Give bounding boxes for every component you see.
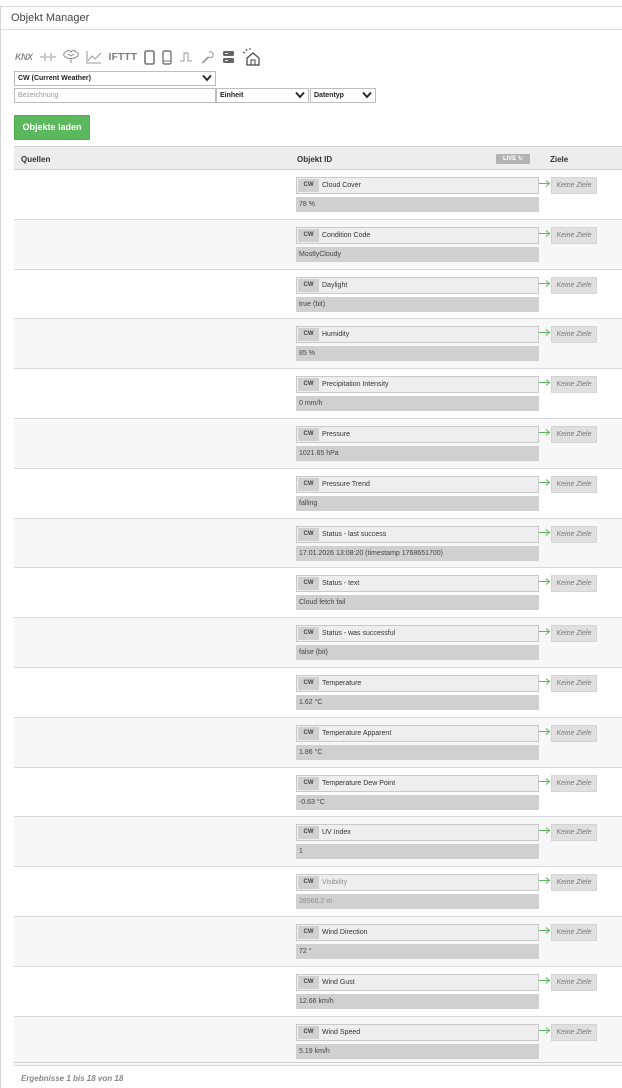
object-name: Wind Direction xyxy=(322,928,368,936)
table-row xyxy=(14,1017,622,1067)
object-id-field[interactable] xyxy=(296,725,539,742)
object-id-field[interactable] xyxy=(296,526,539,543)
table-row xyxy=(14,369,622,419)
object-value: 5.19 km/h xyxy=(296,1044,539,1059)
table-row xyxy=(14,469,622,519)
object-name: Temperature Dew Point xyxy=(322,779,396,787)
window-title: Objekt Manager xyxy=(1,7,622,30)
source-badge: CW xyxy=(298,478,319,491)
arrow-right-icon xyxy=(539,328,551,337)
arrow-right-icon xyxy=(539,179,551,188)
object-value: falling xyxy=(296,496,539,511)
header-targets: Ziele xyxy=(550,155,569,164)
targets-button[interactable]: Keine Ziele xyxy=(551,177,597,194)
source-badge: CW xyxy=(298,1026,319,1039)
object-id-field[interactable] xyxy=(296,924,539,941)
object-name: Visibility xyxy=(322,879,348,887)
source-badge: CW xyxy=(298,926,319,939)
object-name: Temperature xyxy=(322,679,362,687)
object-value: false (bit) xyxy=(296,645,539,660)
object-value: -0.63 °C xyxy=(296,795,539,810)
targets-button[interactable]: Keine Ziele xyxy=(551,775,597,792)
targets-button[interactable]: Keine Ziele xyxy=(551,277,597,294)
source-badge: CW xyxy=(298,428,319,441)
object-name: Precipitation Intensity xyxy=(322,381,389,389)
object-id-field[interactable] xyxy=(296,1024,539,1041)
source-badge: CW xyxy=(298,976,319,989)
arrow-right-icon xyxy=(539,926,551,935)
object-name: Status - was successful xyxy=(322,630,396,638)
object-id-field[interactable] xyxy=(296,277,539,294)
pulse-icon[interactable] xyxy=(179,46,193,68)
load-objects-button[interactable]: Objekte laden xyxy=(14,115,90,140)
chevron-down-icon xyxy=(295,91,305,99)
header-sources: Quellen xyxy=(21,155,51,164)
targets-button[interactable]: Keine Ziele xyxy=(551,725,597,742)
object-id-field[interactable] xyxy=(296,476,539,493)
toolbar xyxy=(15,45,262,69)
object-value: 12.66 km/h xyxy=(296,994,539,1009)
ifttt-icon[interactable] xyxy=(109,46,138,68)
source-badge: CW xyxy=(298,328,319,341)
table-row xyxy=(14,718,622,768)
object-name: Humidity xyxy=(322,331,350,339)
knx-icon[interactable] xyxy=(15,46,33,68)
chart-icon[interactable] xyxy=(86,46,102,68)
source-badge: CW xyxy=(298,229,319,242)
table-row xyxy=(14,768,622,818)
tablet-icon[interactable] xyxy=(144,46,155,68)
targets-button[interactable]: Keine Ziele xyxy=(551,625,597,642)
object-value: 17.01.2026 13:08:20 (timestamp 1768651700) xyxy=(296,546,539,561)
results-count: Ergebnisse 1 bis 18 von 18 xyxy=(14,1062,622,1084)
datatype-select[interactable] xyxy=(310,88,376,103)
object-value: 85 % xyxy=(296,346,539,361)
arrow-right-icon xyxy=(539,876,551,885)
object-value: Cloud fetch fail xyxy=(296,595,539,610)
table-row xyxy=(14,419,622,469)
object-name: Cloud Cover xyxy=(322,182,361,189)
object-value: 1 xyxy=(296,844,539,859)
object-id-field[interactable] xyxy=(296,874,539,891)
smart-home-icon[interactable] xyxy=(242,46,262,68)
object-name: Wind Gust xyxy=(322,978,355,986)
targets-button[interactable]: Keine Ziele xyxy=(551,526,597,543)
dmx-icon[interactable] xyxy=(40,46,56,68)
unit-select-value: Einheit xyxy=(220,92,244,99)
brain-icon[interactable] xyxy=(63,46,79,68)
object-id-field[interactable] xyxy=(296,575,539,592)
arrow-right-icon xyxy=(539,727,551,736)
object-id-field[interactable] xyxy=(296,974,539,991)
arrow-right-icon xyxy=(539,528,551,537)
source-badge: CW xyxy=(298,577,319,590)
live-label: LIVE xyxy=(502,156,517,162)
arrow-right-icon xyxy=(539,627,551,636)
table-row xyxy=(14,817,622,867)
arrow-right-icon xyxy=(539,826,551,835)
targets-button[interactable]: Keine Ziele xyxy=(551,974,597,991)
knx-label: KNX xyxy=(15,52,33,62)
object-id-field[interactable] xyxy=(296,376,539,393)
name-filter-input[interactable] xyxy=(14,88,216,103)
object-value: MostlyCloudy xyxy=(296,247,539,262)
table-row xyxy=(14,668,622,718)
targets-button[interactable]: Keine Ziele xyxy=(551,227,597,244)
object-name: Daylight xyxy=(322,281,348,289)
arrow-right-icon xyxy=(539,279,551,288)
object-id-field[interactable] xyxy=(296,775,539,792)
source-badge: CW xyxy=(298,179,319,192)
unit-select[interactable] xyxy=(216,88,309,103)
name-filter-placeholder: Bezeichnung xyxy=(18,92,59,99)
object-id-field[interactable] xyxy=(296,326,539,343)
table-row xyxy=(14,220,622,270)
source-badge: CW xyxy=(298,876,319,889)
object-value: 1021.65 hPa xyxy=(296,446,539,461)
object-name: UV Index xyxy=(322,829,351,837)
object-name: Condition Code xyxy=(322,231,371,239)
targets-button[interactable]: Keine Ziele xyxy=(551,476,597,493)
arrow-right-icon xyxy=(539,378,551,387)
ifttt-label: IFTTT xyxy=(108,51,138,63)
source-badge: CW xyxy=(298,727,319,740)
object-name: Pressure xyxy=(322,430,351,438)
source-select[interactable] xyxy=(14,71,216,86)
table-row xyxy=(14,170,622,220)
object-value: true (bit) xyxy=(296,297,539,312)
arrow-right-icon xyxy=(539,229,551,238)
server-icon[interactable] xyxy=(222,46,235,68)
source-badge: CW xyxy=(298,677,319,690)
table-row xyxy=(14,967,622,1017)
source-badge: CW xyxy=(298,378,319,391)
object-id-field[interactable] xyxy=(296,675,539,692)
table-row xyxy=(14,270,622,320)
table-row xyxy=(14,867,622,917)
object-manager-window xyxy=(0,6,622,1088)
table-row xyxy=(14,319,622,369)
arrow-right-icon xyxy=(539,777,551,786)
refresh-icon: ↻ xyxy=(517,156,524,162)
targets-button[interactable]: Keine Ziele xyxy=(551,675,597,692)
table-body xyxy=(14,170,622,1066)
object-value: 78 % xyxy=(296,197,539,212)
object-id-field[interactable] xyxy=(296,824,539,841)
object-value: 1.86 °C xyxy=(296,745,539,760)
live-toggle-button[interactable] xyxy=(496,154,530,164)
arrow-right-icon xyxy=(539,1026,551,1035)
header-object-id: Objekt ID xyxy=(297,155,333,164)
table-header xyxy=(14,146,622,170)
object-value: 0 mm/h xyxy=(296,396,539,411)
targets-button[interactable]: Keine Ziele xyxy=(551,1024,597,1041)
targets-button[interactable]: Keine Ziele xyxy=(551,824,597,841)
source-badge: CW xyxy=(298,777,319,790)
targets-button[interactable]: Keine Ziele xyxy=(551,376,597,393)
chevron-down-icon xyxy=(202,74,212,82)
arrow-right-icon xyxy=(539,478,551,487)
object-name: Status - text xyxy=(322,580,360,588)
arrow-right-icon xyxy=(539,577,551,586)
source-badge: CW xyxy=(298,528,319,541)
targets-button[interactable]: Keine Ziele xyxy=(551,575,597,592)
arrow-right-icon xyxy=(539,677,551,686)
objects-table xyxy=(14,146,622,1066)
phone-icon[interactable] xyxy=(162,46,172,68)
table-row xyxy=(14,618,622,668)
object-id-field[interactable] xyxy=(296,625,539,642)
table-row xyxy=(14,519,622,569)
object-name: Wind Speed xyxy=(322,1028,361,1036)
object-name: Temperature Apparent xyxy=(322,729,392,737)
arrow-right-icon xyxy=(539,428,551,437)
arrow-right-icon xyxy=(539,976,551,985)
targets-button[interactable]: Keine Ziele xyxy=(551,874,597,891)
source-badge: CW xyxy=(298,826,319,839)
source-badge: CW xyxy=(298,279,319,292)
source-select-value: CW (Current Weather) xyxy=(18,75,91,82)
targets-button[interactable]: Keine Ziele xyxy=(551,924,597,941)
datatype-select-value: Datentyp xyxy=(314,92,344,99)
object-name: Pressure Trend xyxy=(322,480,370,488)
table-row xyxy=(14,917,622,967)
wrench-icon[interactable] xyxy=(200,46,215,68)
chevron-down-icon xyxy=(362,91,372,99)
object-id-field[interactable] xyxy=(296,177,539,194)
object-value: 1.62 °C xyxy=(296,695,539,710)
object-id-field[interactable] xyxy=(296,227,539,244)
source-badge: CW xyxy=(298,627,319,640)
object-value: 72 ° xyxy=(296,944,539,959)
object-value: 28566.2 m xyxy=(296,894,539,909)
targets-button[interactable]: Keine Ziele xyxy=(551,426,597,443)
targets-button[interactable]: Keine Ziele xyxy=(551,326,597,343)
object-id-field[interactable] xyxy=(296,426,539,443)
object-name: Status - last success xyxy=(322,530,387,538)
table-row xyxy=(14,568,622,618)
